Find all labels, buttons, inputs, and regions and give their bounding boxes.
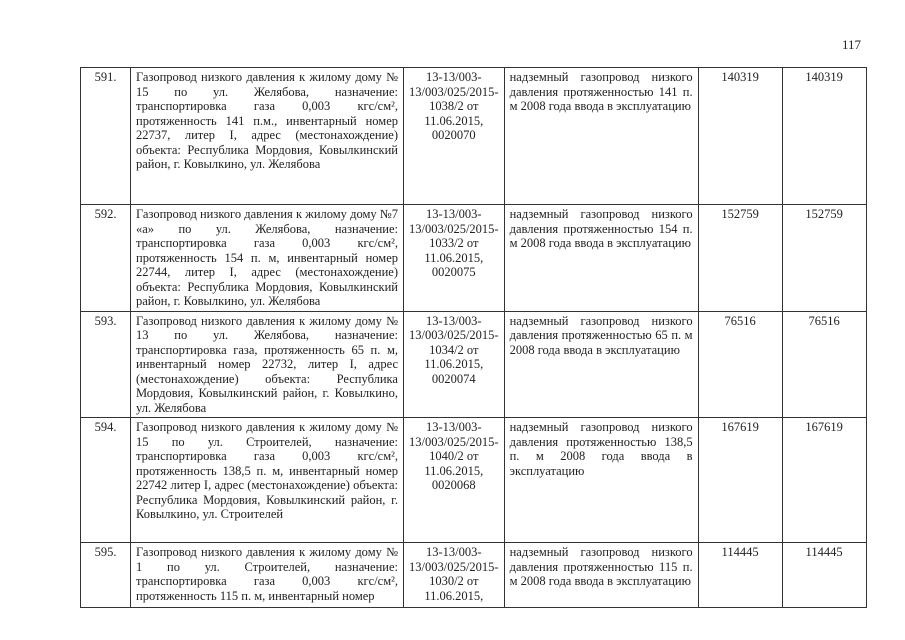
row-number: 592. [81, 205, 131, 312]
residual-value: 114445 [782, 543, 866, 608]
row-number: 594. [81, 418, 131, 543]
object-characteristics: надземный газопровод низкого давления протяженностью 65 п. м 2008 года ввода в эксплуатацию [504, 311, 698, 418]
property-register-table [80, 67, 867, 608]
row-number: 593. [81, 311, 131, 418]
registration-record: 13-13/003-13/003/025/2015-1033/2 от 11.06.2015, 0020075 [404, 205, 505, 312]
table-row [81, 543, 867, 608]
registration-record: 13-13/003-13/003/025/2015-1038/2 от 11.06.2015, 0020070 [404, 68, 505, 205]
registration-record: 13-13/003-13/003/025/2015-1034/2 от 11.06.2015, 0020074 [404, 311, 505, 418]
object-description: Газопровод низкого давления к жилому дому № 15 по ул. Желябова, назначение: транспортировка газа 0,003 кгс/см², протяженность 141 п.м., инвентарный номер 22737, литер I, адрес (местонахождение) объекта: Республика Мордовия, Ковылкинский район, г. Ковылкино, ул. Желябова [131, 68, 404, 205]
book-value: 76516 [698, 311, 782, 418]
object-description: Газопровод низкого давления к жилому дому № 13 по ул. Желябова, назначение: транспортировка газа, протяженность 65 п. м, инвентарный номер 22732, литер I, адрес (местонахождение) объекта: Республика Мордовия, Ковылкинский район, г. Ковылкино, ул. Желябова [131, 311, 404, 418]
row-number: 595. [81, 543, 131, 608]
page-number: 117 [842, 37, 862, 52]
registration-record: 13-13/003-13/003/025/2015-1030/2 от 11.06.2015, [404, 543, 505, 608]
object-description: Газопровод низкого давления к жилому дому №7 «а» по ул. Желябова, назначение: транспортировка газа 0,003 кгс/см², протяженность 154 п. м, инвентарный номер 22744, литер I, адрес (местонахождение) объекта: Республика Мордовия, Ковылкинский район, г. Ковылкино, ул. Желябова [131, 205, 404, 312]
table-row [81, 205, 867, 312]
residual-value: 167619 [782, 418, 866, 543]
object-description: Газопровод низкого давления к жилому дому № 1 по ул. Строителей, назначение: транспортировка газа 0,003 кгс/см², протяженность 115 п. м, инвентарный номер [131, 543, 404, 608]
residual-value: 76516 [782, 311, 866, 418]
book-value: 167619 [698, 418, 782, 543]
registration-record: 13-13/003-13/003/025/2015-1040/2 от 11.06.2015, 0020068 [404, 418, 505, 543]
object-characteristics: надземный газопровод низкого давления протяженностью 138,5 п. м 2008 года ввода в эксплуатацию [504, 418, 698, 543]
residual-value: 140319 [782, 68, 866, 205]
book-value: 140319 [698, 68, 782, 205]
object-characteristics: надземный газопровод низкого давления протяженностью 141 п. м 2008 года ввода в эксплуатацию [504, 68, 698, 205]
table-row [81, 418, 867, 543]
table-row [81, 311, 867, 418]
object-characteristics: надземный газопровод низкого давления протяженностью 115 п. м 2008 года ввода в эксплуатацию [504, 543, 698, 608]
object-characteristics: надземный газопровод низкого давления протяженностью 154 п. м 2008 года ввода в эксплуатацию [504, 205, 698, 312]
book-value: 114445 [698, 543, 782, 608]
book-value: 152759 [698, 205, 782, 312]
row-number: 591. [81, 68, 131, 205]
residual-value: 152759 [782, 205, 866, 312]
table-row [81, 68, 867, 205]
object-description: Газопровод низкого давления к жилому дому № 15 по ул. Строителей, назначение: транспортировка газа 0,003 кгс/см², протяженность 138,5 п. м, инвентарный номер 22742 литер I, адрес (местонахождение) объекта: Республика Мордовия, Ковылкинский район, г. Ковылкино, ул. Строителей [131, 418, 404, 543]
